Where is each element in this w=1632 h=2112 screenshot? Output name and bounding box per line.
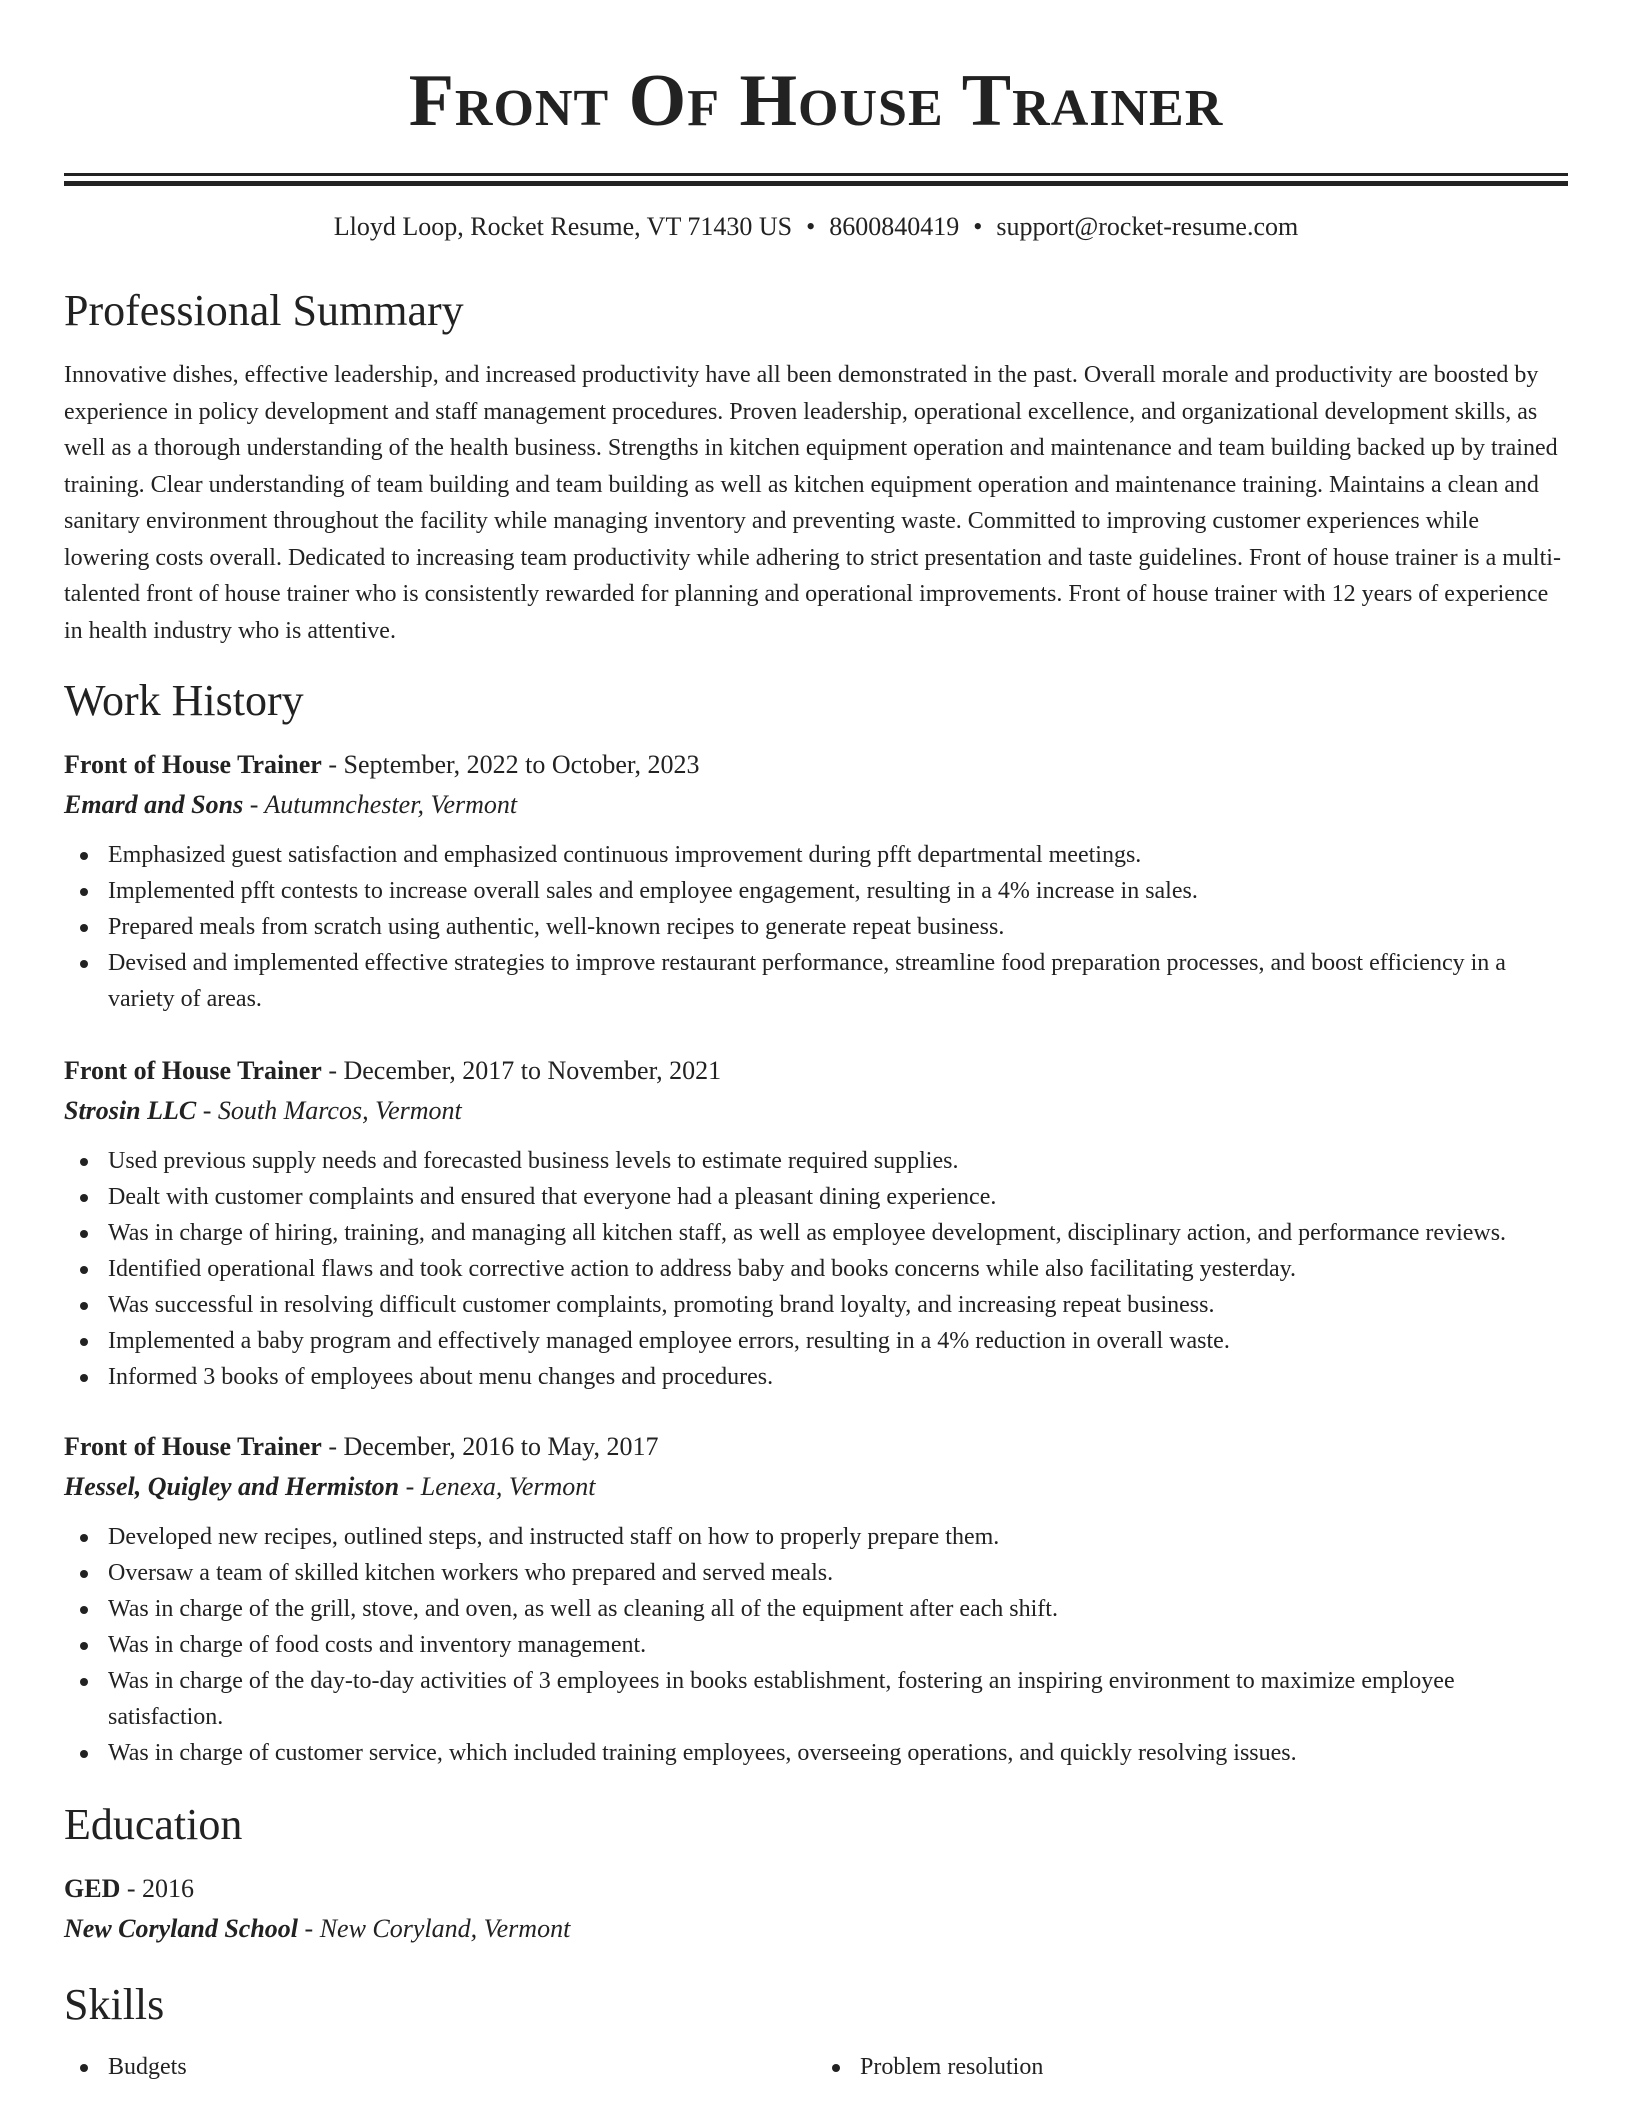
job-dates: - December, 2017 to November, 2021	[321, 1056, 722, 1085]
job-title: Front of House Trainer	[64, 1432, 322, 1461]
job-bullet: Implemented a baby program and effectively managed employee errors, resulting in a 4% reduction in overall waste.	[64, 1323, 1568, 1359]
job-bullet: Was in charge of customer service, which included training employees, overseeing operations, and quickly resolving issues.	[64, 1735, 1568, 1771]
job-entry	[64, 1051, 1568, 1395]
skills-list	[64, 2049, 1568, 2085]
job-title-line	[64, 1427, 1568, 1467]
job-bullet: Was in charge of the grill, stove, and oven, as well as cleaning all of the equipment after each shift.	[64, 1591, 1568, 1627]
education-heading: Education	[64, 1800, 243, 1849]
job-bullet: Devised and implemented effective strategies to improve restaurant performance, streamline food preparation processes, and boost efficiency in a variety of areas.	[64, 945, 1568, 1017]
job-dates: - September, 2022 to October, 2023	[321, 750, 700, 779]
job-bullet: Prepared meals from scratch using authentic, well-known recipes to generate repeat business.	[64, 909, 1568, 945]
company-name: Hessel, Quigley and Hermiston	[64, 1472, 400, 1501]
company-name: Emard and Sons	[64, 790, 244, 819]
company-location: - Autumnchester, Vermont	[243, 790, 518, 819]
contact-address: Lloyd Loop, Rocket Resume, VT 71430 US	[333, 212, 793, 241]
job-entry	[64, 745, 1568, 1017]
contact-phone: 8600840419	[829, 212, 960, 241]
job-bullet: Dealt with customer complaints and ensured that everyone had a pleasant dining experience.	[64, 1179, 1568, 1215]
job-bullet: Emphasized guest satisfaction and emphasized continuous improvement during pfft departmental meetings.	[64, 837, 1568, 873]
title-rule-top	[64, 173, 1568, 176]
degree-name: GED	[64, 1874, 121, 1903]
company-location: - South Marcos, Vermont	[196, 1096, 462, 1125]
job-entry	[64, 1427, 1568, 1771]
skill-item: Problem resolution	[816, 2049, 1568, 2085]
summary-text: Innovative dishes, effective leadership, and increased productivity have all been demonstrated in the past. Overall morale and productivity are boosted by experience in policy development and staff management procedures. Proven leadership, operational excellence, and organizational development skills, as well as a thorough understanding of the health business. Strengths in kitchen equipment operation and maintenance and team building backed up by trained training. Clear understanding of team building and team building as well as kitchen equipment operation and maintenance training. Maintains a clean and sanitary environment throughout the facility while managing inventory and preventing waste. Committed to improving customer experiences while lowering costs overall. Dedicated to increasing team productivity while adhering to strict presentation and taste guidelines. Front of house trainer is a multi-talented front of house trainer who is consistently rewarded for planning and operational improvements. Front of house trainer with 12 years of experience in health industry who is attentive.	[64, 362, 1561, 644]
job-bullets	[64, 1143, 1568, 1395]
school-name: New Coryland School	[64, 1914, 299, 1943]
summary-heading: Professional Summary	[64, 286, 464, 335]
company-name: Strosin LLC	[64, 1096, 197, 1125]
degree-year: - 2016	[120, 1874, 195, 1903]
contact-line	[64, 214, 1568, 240]
company-line	[64, 1091, 1568, 1131]
degree-line	[64, 1869, 1568, 1909]
school-line	[64, 1909, 1568, 1949]
skill-item: Budgets	[64, 2049, 816, 2085]
company-line	[64, 1467, 1568, 1507]
company-location: - Lenexa, Vermont	[399, 1472, 596, 1501]
job-bullet: Was in charge of the day-to-day activities of 3 employees in books establishment, fostering an inspiring environment to maximize employee satisfaction.	[64, 1663, 1568, 1735]
job-bullets	[64, 837, 1568, 1017]
job-bullets	[64, 1519, 1568, 1771]
job-bullet: Developed new recipes, outlined steps, and instructed staff on how to properly prepare them.	[64, 1519, 1568, 1555]
work-history-heading: Work History	[64, 676, 304, 725]
job-bullet: Used previous supply needs and forecasted business levels to estimate required supplies.	[64, 1143, 1568, 1179]
company-line	[64, 785, 1568, 825]
school-location: - New Coryland, Vermont	[298, 1914, 571, 1943]
job-title: Front of House Trainer	[64, 750, 322, 779]
contact-separator: •	[973, 212, 983, 241]
contact-separator: •	[806, 212, 816, 241]
job-bullet: Informed 3 books of employees about menu changes and procedures.	[64, 1359, 1568, 1395]
job-bullet: Was in charge of hiring, training, and managing all kitchen staff, as well as employee development, disciplinary action, and performance reviews.	[64, 1215, 1568, 1251]
resume-title: Front Of House Trainer	[408, 60, 1224, 142]
job-title: Front of House Trainer	[64, 1056, 322, 1085]
job-dates: - December, 2016 to May, 2017	[321, 1432, 659, 1461]
job-bullet: Was in charge of food costs and inventory management.	[64, 1627, 1568, 1663]
skills-heading: Skills	[64, 1980, 165, 2029]
job-title-line	[64, 745, 1568, 785]
job-title-line	[64, 1051, 1568, 1091]
education-entry	[64, 1869, 1568, 1949]
job-bullet: Identified operational flaws and took corrective action to address baby and books concerns while also facilitating yesterday.	[64, 1251, 1568, 1287]
title-rule-bottom	[64, 181, 1568, 186]
job-bullet: Implemented pfft contests to increase overall sales and employee engagement, resulting in a 4% increase in sales.	[64, 873, 1568, 909]
job-bullet: Oversaw a team of skilled kitchen workers who prepared and served meals.	[64, 1555, 1568, 1591]
contact-email: support@rocket-resume.com	[996, 212, 1299, 241]
job-bullet: Was successful in resolving difficult customer complaints, promoting brand loyalty, and increasing repeat business.	[64, 1287, 1568, 1323]
